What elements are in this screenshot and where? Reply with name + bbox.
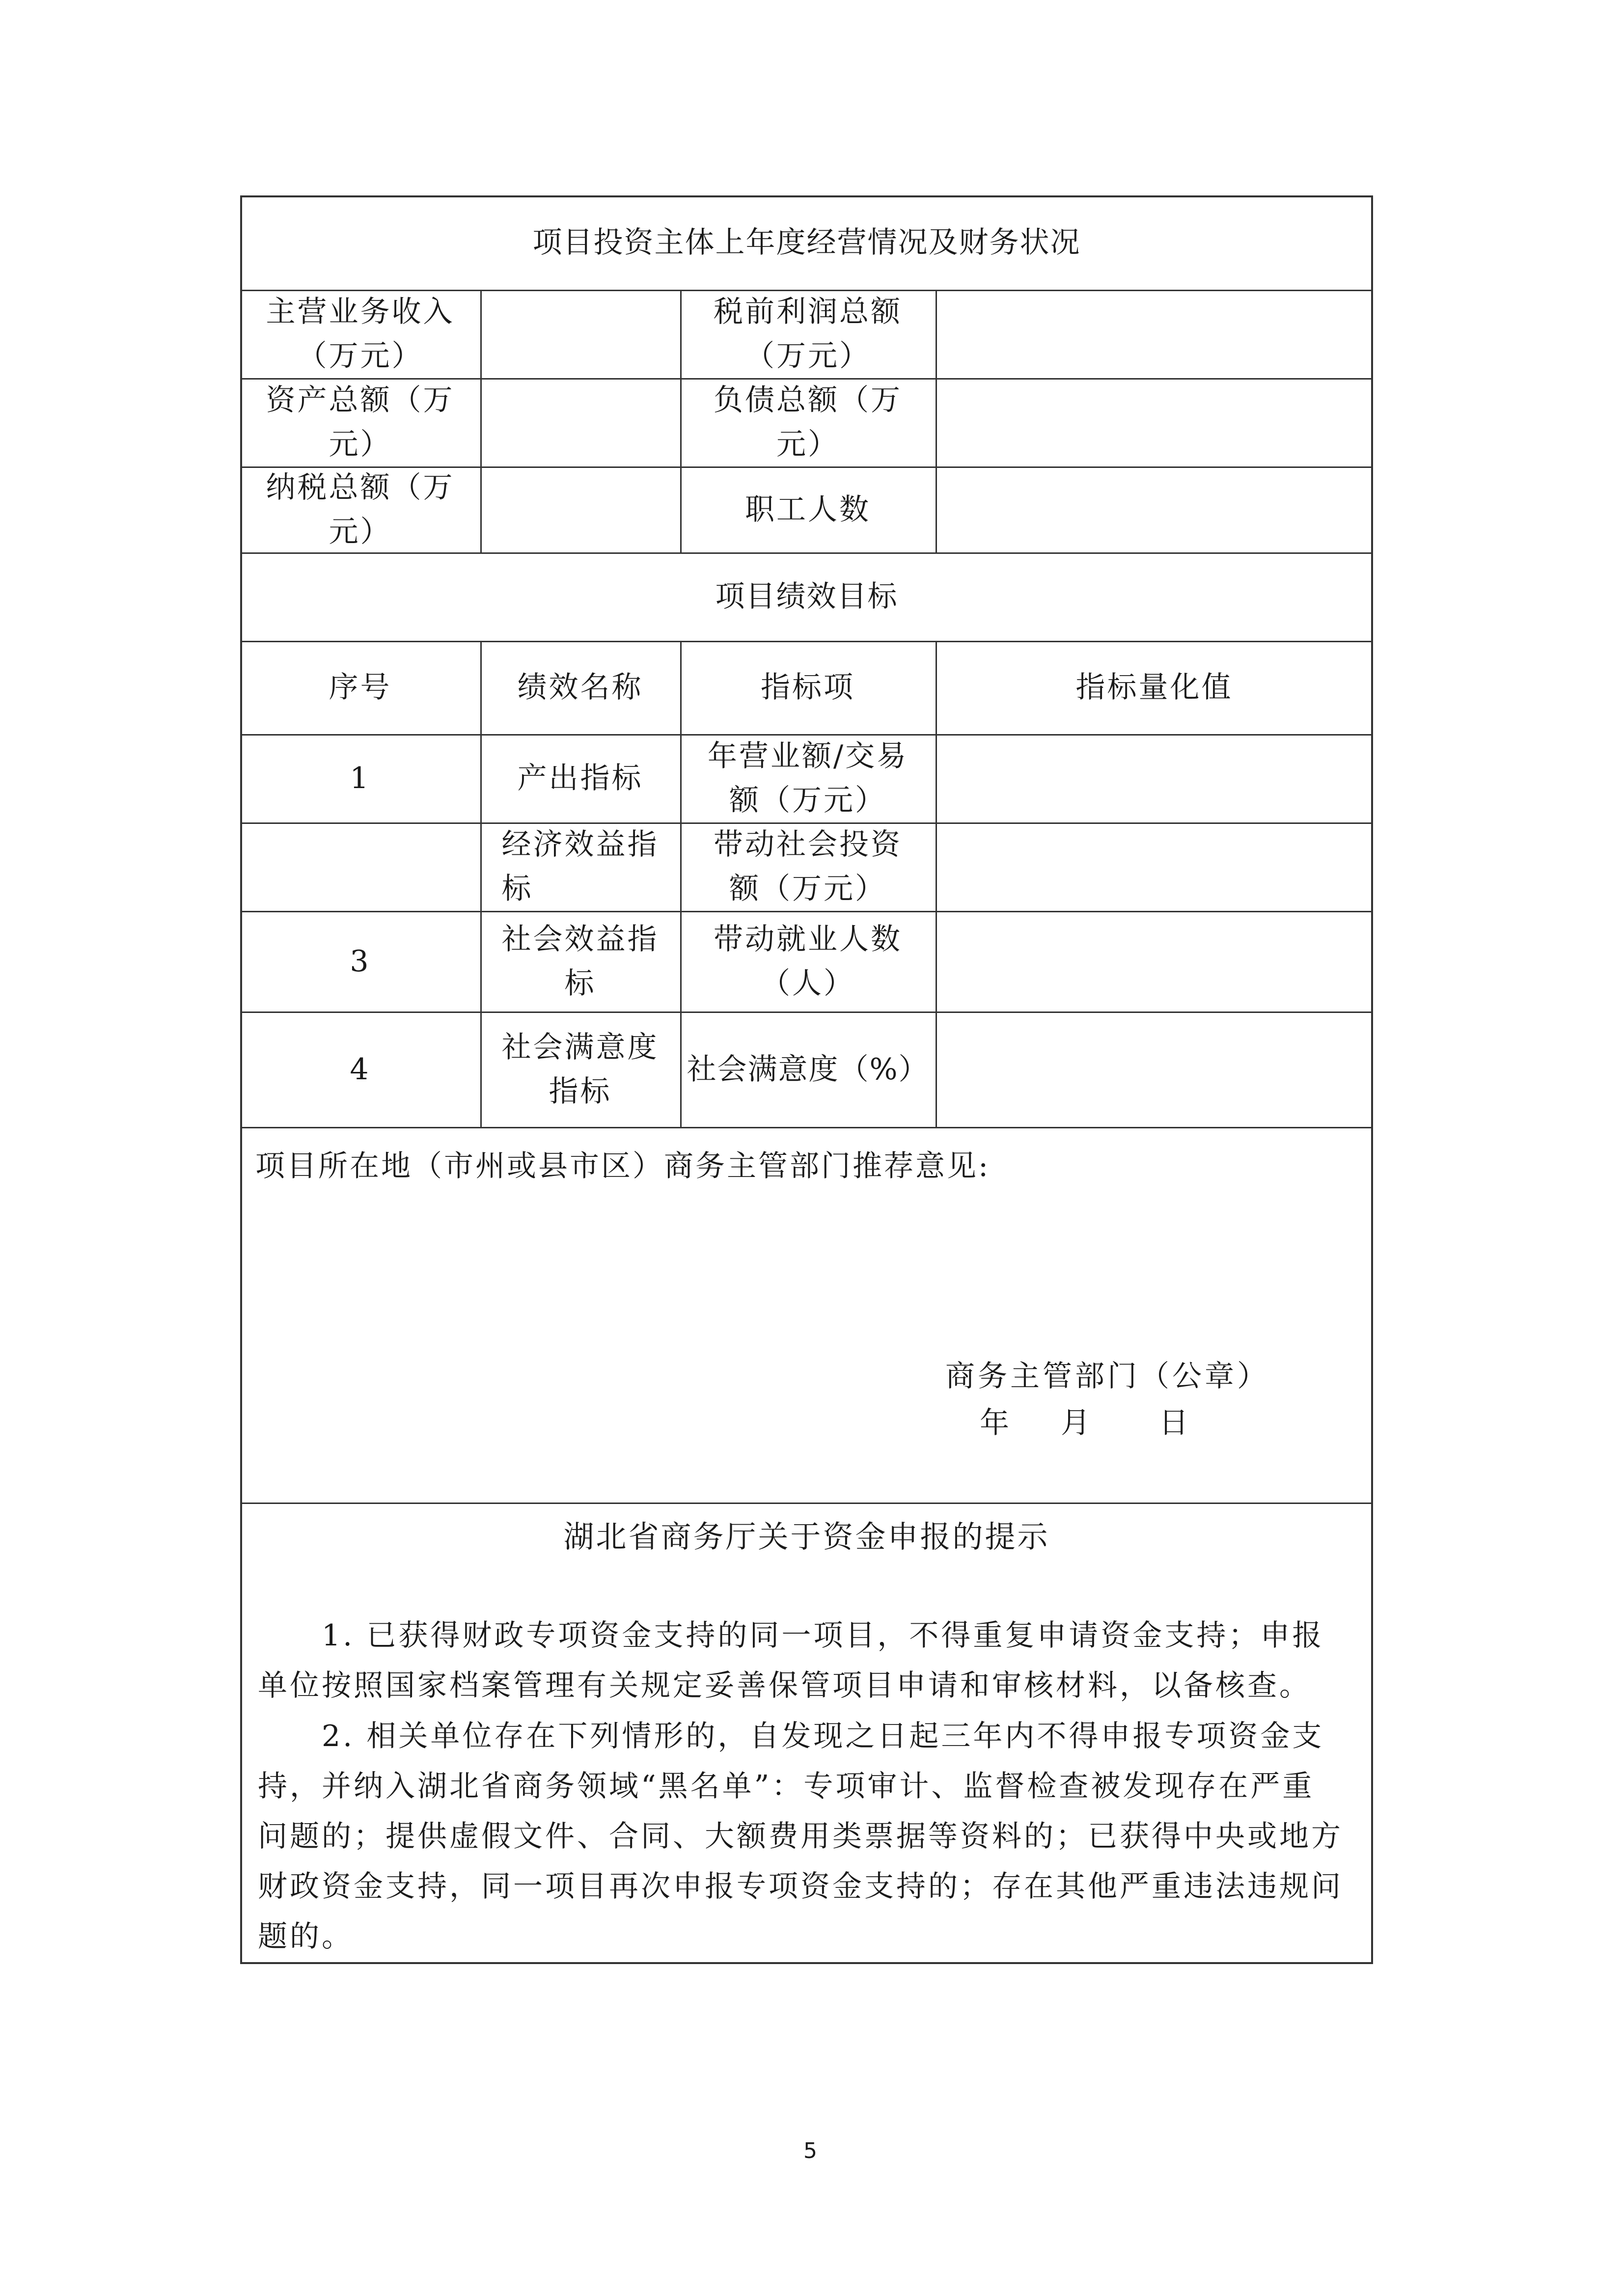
pretax-profit-value[interactable] xyxy=(936,290,1373,378)
employees-label: 职工人数 xyxy=(745,492,871,527)
row-quantified-value[interactable] xyxy=(936,734,1373,822)
employees-value[interactable] xyxy=(936,466,1373,552)
row-indicator-item: 带动社会投资 额（万元） xyxy=(714,827,902,906)
total-assets-label: 资产总额（万 元） xyxy=(266,383,455,462)
notice-title: 湖北省商务厅关于资金申报的提示 xyxy=(563,1519,1050,1555)
total-liabilities-label: 负债总额（万 元） xyxy=(714,383,902,462)
notice-line: 题的。 xyxy=(258,1919,354,1954)
notice-line: 1. 已获得财政专项资金支持的同一项目，不得重复申请资金支持；申报 xyxy=(322,1618,1324,1653)
row-performance-name: 社会满意度 指标 xyxy=(501,1030,659,1109)
notice-line: 财政资金支持，同一项目再次申报专项资金支持的；存在其他严重违法违规问 xyxy=(258,1869,1343,1904)
notice-paragraph-2 xyxy=(258,1711,1358,1962)
header-indicator-item: 指标项 xyxy=(761,670,855,705)
notice-paragraph-1 xyxy=(258,1611,1358,1711)
finance-section-title: 项目投资主体上年度经营情况及财务状况 xyxy=(532,225,1081,260)
row-performance-name: 产出指标 xyxy=(517,761,643,795)
row-serial-no xyxy=(240,822,480,911)
notice-line: 单位按照国家档案管理有关规定妥善保管项目申请和审核材料，以备核查。 xyxy=(258,1668,1311,1703)
row-indicator-item: 社会满意度（%） xyxy=(687,1052,929,1087)
row-performance-name: 社会效益指 标 xyxy=(501,922,659,1001)
recommendation-label: 项目所在地（市州或县市区）商务主管部门推荐意见: xyxy=(255,1149,991,1183)
row-quantified-value[interactable] xyxy=(936,911,1373,1011)
total-liabilities-value[interactable] xyxy=(936,378,1373,466)
date-month: 月 xyxy=(1061,1406,1093,1440)
total-assets-value[interactable] xyxy=(480,378,680,466)
row-serial-no: 3 xyxy=(350,944,371,979)
header-serial-no: 序号 xyxy=(329,670,392,705)
row-quantified-value[interactable] xyxy=(936,1011,1373,1127)
row-quantified-value[interactable] xyxy=(936,822,1373,911)
date-year: 年 xyxy=(980,1406,1012,1440)
revenue-value[interactable] xyxy=(480,290,680,378)
header-quantified-value: 指标量化值 xyxy=(1075,670,1233,705)
notice-line: 持，并纳入湖北省商务领域“黑名单”：专项审计、监督检查被发现存在严重 xyxy=(258,1769,1315,1804)
pretax-profit-label: 税前利润总额 （万元） xyxy=(714,295,902,373)
row-performance-name: 经济效益指 标 xyxy=(501,827,659,906)
date-day: 日 xyxy=(1159,1406,1191,1440)
notice-line: 问题的；提供虚假文件、合同、大额费用类票据等资料的；已获得中央或地方 xyxy=(258,1819,1343,1854)
row-indicator-item: 年营业额/交易 额（万元） xyxy=(707,739,908,818)
total-tax-label: 纳税总额（万 元） xyxy=(266,470,455,549)
notice-line: 2. 相关单位存在下列情形的，自发现之日起三年内不得申报专项资金支 xyxy=(322,1719,1324,1753)
total-tax-value[interactable] xyxy=(480,466,680,552)
page-number: 5 xyxy=(803,2138,817,2163)
rule xyxy=(240,1127,1373,1128)
row-serial-no: 4 xyxy=(350,1052,371,1087)
row-serial-no: 1 xyxy=(350,761,371,795)
official-seal-label: 商务主管部门（公章） xyxy=(945,1359,1269,1394)
revenue-label: 主营业务收入 （万元） xyxy=(266,295,455,373)
row-indicator-item: 带动就业人数 （人） xyxy=(714,922,902,1001)
performance-section-title: 项目绩效目标 xyxy=(715,579,898,614)
header-performance-name: 绩效名称 xyxy=(517,670,643,705)
